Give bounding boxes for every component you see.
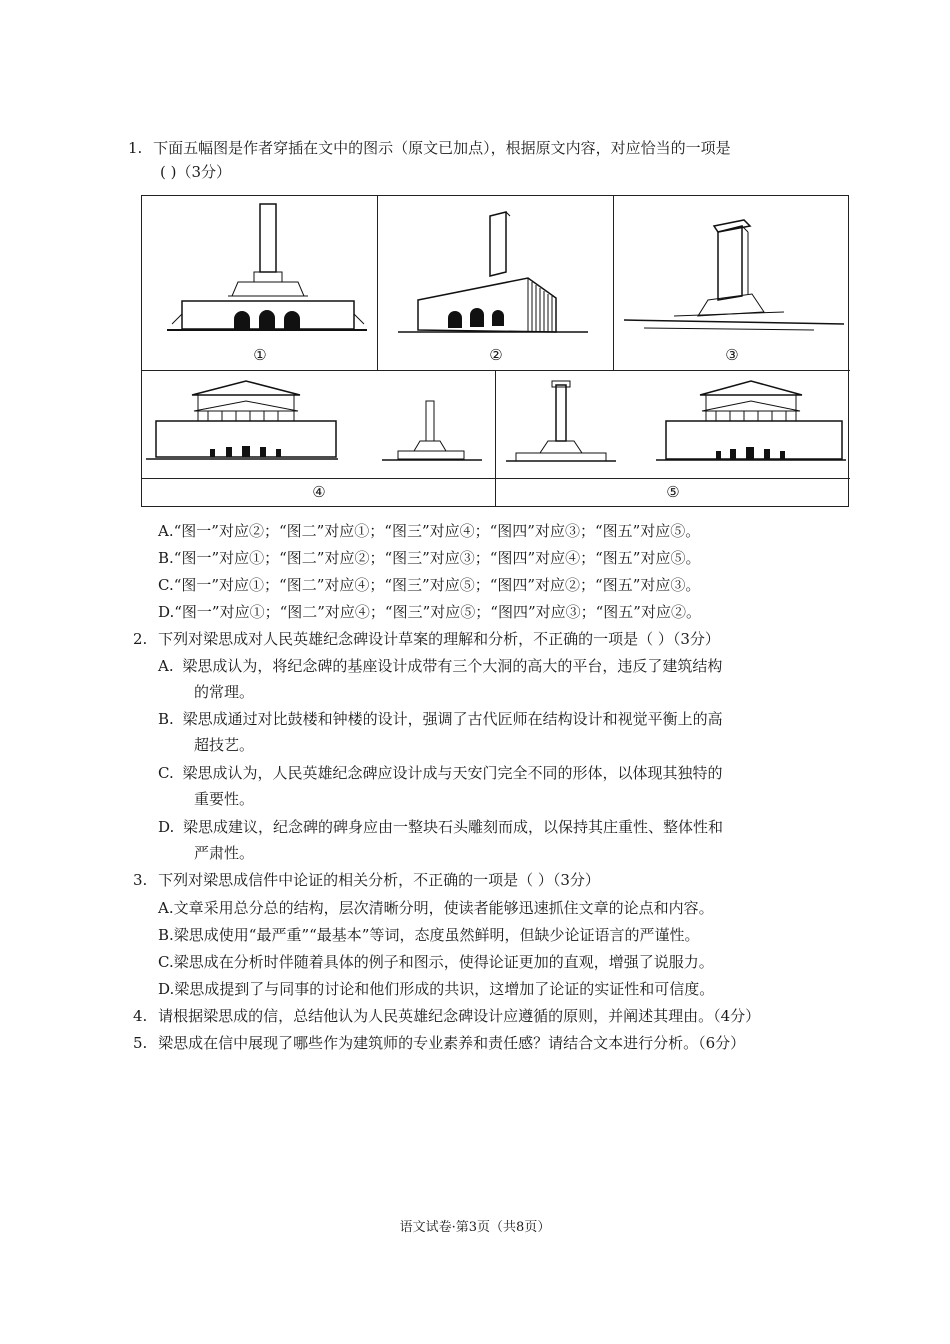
- q3-option-c: C.梁思成在分析时伴随着具体的例子和图示，使得论证更加的直观，增强了说服力。: [158, 953, 714, 971]
- option-letter: C.: [158, 764, 174, 782]
- figure-label-3: ③: [725, 346, 739, 364]
- figure-grid: [141, 195, 849, 507]
- q1-option-d: D.“图一”对应①；“图二”对应④；“图三”对应⑤；“图四”对应③；“图五”对应②。: [158, 603, 701, 621]
- question-number: 1.: [128, 139, 143, 157]
- question-4: [133, 1003, 760, 1029]
- option-letter: A.: [158, 657, 174, 675]
- figure-label-2: ②: [489, 346, 503, 364]
- q2-option-b: [158, 706, 723, 732]
- figure-3: [614, 196, 850, 371]
- q1-option-b: B.“图一”对应①；“图二”对应②；“图三”对应③；“图四”对应④；“图五”对应⑤。: [158, 549, 701, 567]
- question-stem: 下列对梁思成对人民英雄纪念碑设计草案的理解和分析，不正确的一项是（ ）（3分）: [158, 630, 720, 648]
- figure-label-4: ④: [312, 483, 326, 501]
- q1-option-c: C.“图一”对应①；“图二”对应④；“图三”对应⑤；“图四”对应②；“图五”对应③。: [158, 576, 701, 594]
- q3-option-b: B.梁思成使用“最严重”“最基本”等词，态度虽然鲜明，但缺少论证语言的严谨性。: [158, 926, 700, 944]
- figure-label-5: ⑤: [666, 483, 680, 501]
- question-5: [133, 1030, 745, 1056]
- option-text: 梁思成认为，人民英雄纪念碑应设计成与天安门完全不同的形体，以体现其独特的: [182, 764, 723, 782]
- q2-option-b-cont: 超技艺。: [194, 736, 255, 754]
- question-1-blank: ( )（3分）: [160, 163, 232, 181]
- question-3: [133, 867, 600, 893]
- tiananmen-and-monument-sketch-4: [142, 371, 496, 471]
- monument-and-tiananmen-sketch-5: [496, 371, 850, 471]
- option-text: 梁思成通过对比鼓楼和钟楼的设计，强调了古代匠师在结构设计和视觉平衡上的高: [182, 710, 723, 728]
- question-number: 5.: [133, 1034, 148, 1052]
- monument-sketch-2: [378, 196, 614, 336]
- q3-option-d: D.梁思成提到了与同事的讨论和他们形成的共识，这增加了论证的实证性和可信度。: [158, 980, 715, 998]
- question-number: 3.: [133, 871, 148, 889]
- figure-label-1: ①: [253, 346, 267, 364]
- question-stem: 梁思成在信中展现了哪些作为建筑师的专业素养和责任感？请结合文本进行分析。（6分）: [158, 1034, 746, 1052]
- q2-option-a-cont: 的常理。: [194, 683, 255, 701]
- monument-sketch-3: [614, 196, 850, 336]
- page-footer: 语文试卷·第3页（共8页）: [399, 1220, 551, 1235]
- question-1: [128, 135, 731, 161]
- monument-sketch-1: [142, 196, 378, 336]
- question-stem: 下列对梁思成信件中论证的相关分析，不正确的一项是（ ）（3分）: [158, 871, 600, 889]
- q1-option-a: A.“图一”对应②；“图二”对应①；“图三”对应④；“图四”对应③；“图五”对应⑤。: [158, 522, 701, 540]
- option-letter: D.: [158, 818, 175, 836]
- q2-option-c: [158, 760, 723, 786]
- q2-option-c-cont: 重要性。: [194, 790, 255, 808]
- figure-2: [378, 196, 614, 371]
- q3-option-a: A.文章采用总分总的结构，层次清晰分明，使读者能够迅速抓住文章的论点和内容。: [158, 899, 714, 917]
- q2-option-d-cont: 严肃性。: [194, 844, 255, 862]
- figure-1: [142, 196, 378, 371]
- question-stem: 下面五幅图是作者穿插在文中的图示（原文已加点），根据原文内容，对应恰当的一项是: [153, 139, 731, 157]
- figure-label-divider: [142, 478, 850, 479]
- option-text: 梁思成建议，纪念碑的碑身应由一整块石头雕刻而成，以保持其庄重性、整体性和: [183, 818, 724, 836]
- option-letter: B.: [158, 710, 174, 728]
- question-2: [133, 626, 720, 652]
- question-number: 2.: [133, 630, 148, 648]
- question-number: 4.: [133, 1007, 148, 1025]
- question-stem: 请根据梁思成的信，总结他认为人民英雄纪念碑设计应遵循的原则，并阐述其理由。（4分）: [158, 1007, 761, 1025]
- q2-option-a: [158, 653, 722, 679]
- q2-option-d: [158, 814, 723, 840]
- option-text: 梁思成认为，将纪念碑的基座设计成带有三个大洞的高大的平台，违反了建筑结构: [182, 657, 723, 675]
